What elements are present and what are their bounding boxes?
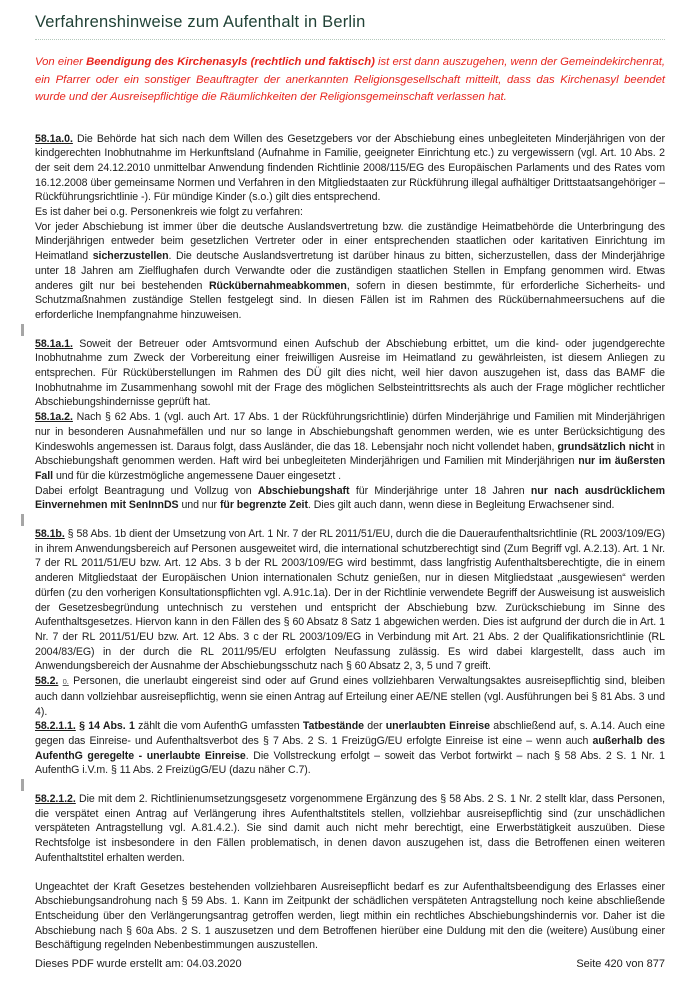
section-number: 58.2.1.2. [35, 793, 76, 806]
text-segment: Dabei erfolgt Beantragung und Vollzug von [35, 484, 258, 497]
change-mark-bar [21, 324, 24, 336]
change-mark-number: 0. [62, 677, 69, 687]
text-segment: außerhalb des AufenthG geregelte - unerlaubte Einreise [35, 734, 665, 762]
text-segment: Es ist daher bei o.g. Personenkreis wie folgt zu verfahren: [35, 206, 303, 219]
paragraph-closing [35, 880, 665, 954]
text-segment: Soweit der Betreuer oder Amtsvormund einen Aufschub der Abschiebung erbittet, um die kind- oder jugendgerechte Inobhutnahme zum Zweck der Vorbereitung einer freiwilligen Ausreise im Heimatland zu gewährleisten, ist diesem Anliegen zu entsprechen. Für Rücküberstellungen im Rahmen des DÜ gilt dies nicht, weil hier davon auszugehen ist, dass das BAMF die Inobhutnahme im Zusammenhang sowohl mit der Frage des möglichen Selbsteintrittsrechts als auch der Frage möglicher rechtlicher Abschiebungshindernisse geprüft hat. [35, 337, 665, 409]
text-segment: der [363, 720, 386, 733]
text-segment: , sofern in diesen bestimmte, für erforderliche Sicherheits- und Schutzmaßnahmen zuständige Stellen festgelegt sind. In diesen Fällen ist im Rahmen des Rückübernahmeersuchens auf die erforderliche Inempfangnahme hinzuweisen. [35, 279, 665, 321]
paragraph-gap [35, 866, 665, 880]
paragraph-58-2-1-1 [35, 719, 665, 778]
text-segment: Vor jeder Abschiebung ist immer über die deutsche Auslandsvertretung bzw. die zuständige Heimatbehörde die Unterbringung des Minderjährigen entweder beim gesetzlichen Vertreter oder in einer entsprechenden staatlichen oder karitativen Einrichtung im Heimatland [35, 220, 665, 263]
paragraph-58-1a-0 [35, 132, 665, 323]
text-segment: . Die Vollstreckung erfolgt – soweit das Verbot fortwirkt – nach § 58 Abs. 2 S. 1 Nr. 1 AufenthG i.V.m. § 11 Abs. 2 FreizügG/EU (dazu näher C.7). [35, 749, 666, 777]
section-number: 58.1a.0. [35, 132, 73, 145]
text-segment: § 58 Abs. 1b dient der Umsetzung von Art. 1 Nr. 7 der RL 2011/51/EU, durch die die Daueraufenthaltsrichtlinie (RL 2003/109/EG) in ihrem Anwendungsbereich auf Personen ausgeweitet wird, die international schutzberechtigt sind (Zum Begriff vgl. A.2.13). Art. 1 Nr. 7 der RL 2011/51/EU bzw. Art. 12 Abs. 3 b der RL 2003/109/EG wird bestimmt, dass langfristig Aufenthaltsberechtigte, die in einem anderen Mitgliedstaat der Europäischen Union internationalen Schutz genießen, nur in diesen Mitgliedstaat „ausgewiesen“ werden dürfen (zu den vorherigen Konsultationspflichten vgl. A.91c.1a). Der in der Richtlinie verwendete Begriff der Ausweisung ist ausweislich der Gesetzesbegründung untechnisch zu verstehen und entspricht der Abschiebung bzw. Zurückschiebung im Sinne des Aufenthaltsgesetzes. Hiervon kann in den Fällen des § 60 Absatz 8 Satz 1 abgewichen werden. Dies ist aufgrund der durch die in Art. 1 Nr. 7 der RL 2011/51/EU bzw. Art. 12 Abs. 3 c der RL 2003/109/EG in Verbindung mit Art. 21 Abs. 2 der Qualifikationsrichtlinie (RL 2004/83/EG) in der durch die RL 2011/95/EU erfolgten Neufassung zulässig. Es wird dabei klargestellt, dass auch im Anwendungsbereich der Ausnahme der Abschiebungsschutz nach § 60 Absatz 2, 3, 5 und 7 greift. [35, 528, 665, 673]
section-number: 58.1b. [35, 528, 65, 541]
text-segment: Rückübernahmeabkommen [208, 279, 347, 292]
section-number: 58.2.1.1. [35, 720, 76, 733]
text-segment: Tatbestände [302, 720, 364, 733]
text-segment: ist erst dann auszugehen, wenn der Gemeindekirchenrat, ein Pfarrer oder ein sonstiger Beauftragter der anerkannten Religionsgesellschaft mitteilt, dass das Kirchenasyl beendet wurde und der Ausreisepflichtige die Räumlichkeiten der Religionsgemeinschaft verlassen hat. [35, 56, 666, 103]
text-segment: nur nach ausdrücklichem Einvernehmen mit SenInnDS [35, 484, 665, 512]
change-mark-bar [21, 514, 24, 526]
footer-page-number: Seite 420 von 877 [576, 958, 665, 970]
paragraph-58-1a-2 [35, 410, 665, 513]
section-number: 58.1a.1. [35, 337, 73, 350]
text-segment: Ungeachtet der Kraft Gesetzes bestehenden vollziehbaren Ausreisepflicht bedarf es zur Aufenthaltsbeendigung des Erlasses einer Abschiebungsandrohung nach § 59 Abs. 1. Kann im Zeitpunkt der schädlichen verspäteten Antragstellung noch keine abschließende Entscheidung über den Verlängerungsantrag getroffen werden, liegt mithin ein rechtliches Abschiebungshindernis vor. Daher ist die Abschiebung nach § 60a Abs. 2 S. 1 auszusetzen und dem Betroffenen hierüber eine Duldung mit den die (weitere) Ausübung einer Beschäftigung regelnden Nebenbestimmungen auszustellen. [35, 880, 665, 952]
paragraph-gap [35, 513, 665, 527]
change-mark-bar [21, 779, 24, 791]
text-segment: sicherzustellen [92, 250, 169, 263]
paragraph-58-2-1-2 [35, 792, 665, 866]
text-segment: Beendigung des Kirchenasyls (rechtlich und faktisch) [86, 56, 375, 68]
text-segment: . Dies gilt auch dann, wenn diese in Begleitung Erwachsener sind. [307, 499, 615, 512]
text-segment: Nach § 62 Abs. 1 (vgl. auch Art. 17 Abs. 1 der Rückführungsrichtlinie) dürfen Minderjährige und Familien mit Minderjährigen nur in besonderen Ausnahmefällen und nur so lange in Abschiebungshaft genommen werden, wie es unter Berücksichtigung des Kindeswohls angemessen ist. Daraus folgt, dass Ausländer, die das 18. Lebensjahr noch nicht vollendet haben, [35, 411, 665, 453]
text-segment: und für die kürzestmögliche angemessene Dauer eingesetzt . [53, 469, 342, 482]
footer-creation-date: Dieses PDF wurde erstellt am: 04.03.2020 [35, 958, 242, 970]
page-title: Verfahrenshinweise zum Aufenthalt in Berlin [35, 13, 366, 31]
text-segment: nur im äußersten Fall [35, 455, 665, 482]
title-dotted-rule [35, 39, 665, 40]
text-segment: § 14 Abs. 1 [79, 720, 135, 733]
paragraph-gap [35, 778, 665, 792]
text-segment: Abschiebungshaft [257, 484, 350, 497]
text-segment: Die Behörde hat sich nach dem Willen des Gesetzgebers vor der Abschiebung eines unbegleiteten Minderjährigen von der kindgerechten Inobhutnahme im Herkunftsland (Aufnahme in Familie, geeigneter Einrichtung etc.) zu vergewissern (vgl. Art. 10 Abs. 2 der seit dem 24.12.2010 unmittelbar Anwendung findenden Richtlinie 2008/115/EG des Europäischen Parlaments und des Rates vom 16.12.2008 über gemeinsame Normen und Verfahren in den Mitgliedstaaten zur Rückführung illegal aufhältiger Drittstaatsangehöriger – Rückführungsrichtlinie -). Für mündige Kinder (s.o.) gilt dies entsprechend. [35, 132, 665, 204]
paragraph-gap [35, 323, 665, 337]
text-segment: zählt die vom AufenthG umfassten [134, 720, 303, 733]
text-segment: Von einer [35, 56, 87, 68]
text-segment: und nur [178, 499, 220, 512]
text-segment: unerlaubten Einreise [385, 720, 490, 733]
section-number: 58.2. [35, 675, 59, 688]
text-segment: für Minderjährige unter 18 Jahren [349, 484, 531, 497]
section-number: 58.1a.2. [35, 411, 73, 424]
document-body [35, 132, 665, 954]
text-segment: . Die deutsche Auslandsvertretung ist darüber hinaus zu bitten, sicherzustellen, dass der Minderjährige unter 18 Jahren am Zielflughafen durch Verwandte oder die zuständigen staatlichen Stellen in Empfang genommen wird. Etwas anderes gilt nur bei bestehenden [35, 250, 665, 292]
text-segment: Die mit dem 2. Richtlinienumsetzungsgesetz vorgenommene Ergänzung des § 58 Abs. 2 S. 1 Nr. 2 stellt klar, dass Personen, die verspätet einen Antrag auf Verlängerung ihres Aufenthaltstitels stellen, vollziehbar ausreisepflichtig sind (zur unschädlichen verspäteten Antragstellung vgl. A.81.4.2.). Sie sind damit auch nicht mehr berechtigt, eine Erwerbstätigkeit auszuüben. Diese Rechtsfolge ist insbesondere in den Fällen problematisch, in denen davon auszugehen ist, dass die Betroffenen einen weiteren Aufenthaltstitel erhalten werden. [35, 793, 665, 864]
text-segment: Personen, die unerlaubt eingereist sind oder auf Grund eines vollziehbaren Verwaltungsaktes ausreisepflichtig sind, bleiben auch dann vollziehbar ausreisepflichtig, wenn sie einen Antrag auf Erteilung einer AE/NE stellen (vgl. Ausführungen bei § 81 Abs. 3 und 4). [35, 675, 665, 718]
text-segment: grundsätzlich nicht [557, 440, 654, 453]
paragraph-58-1b [35, 527, 665, 674]
text-segment: abschließend auf, s. A.14. Auch eine gegen das Einreise- und Aufenthaltsverbot des § 7 Abs. 2 S. 1 FreizügG/EU erfolgte Einreise ist eine – wenn auch [35, 720, 665, 747]
paragraph-58-2 [35, 674, 665, 719]
page-footer [35, 958, 665, 970]
text-segment: in Abschiebungshaft genommen werden. Haft wird bei unbegleiteten Minderjährigen und Familien mit Minderjährigen [35, 440, 665, 468]
church-asylum-notice [35, 54, 665, 107]
paragraph-58-1a-1 [35, 337, 665, 411]
text-segment: für begrenzte Zeit [219, 499, 308, 512]
